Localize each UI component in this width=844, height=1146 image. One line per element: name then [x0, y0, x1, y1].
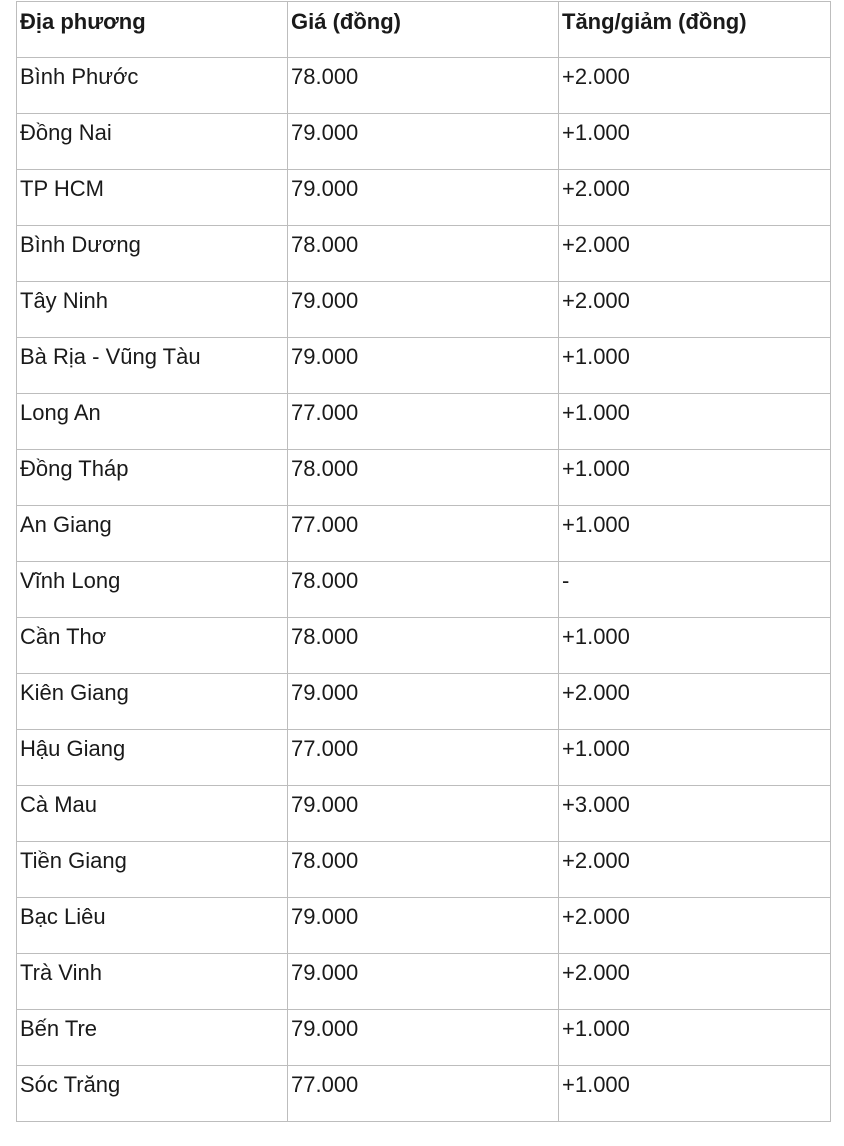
price-cell: 78.000	[288, 842, 559, 898]
change-cell: +1.000	[559, 1066, 831, 1122]
price-cell: 78.000	[288, 226, 559, 282]
price-cell: 78.000	[288, 562, 559, 618]
price-cell: 77.000	[288, 394, 559, 450]
change-cell: +2.000	[559, 58, 831, 114]
table-row	[17, 898, 831, 954]
location-cell: Bình Phước	[17, 58, 288, 114]
table-row	[17, 394, 831, 450]
table-row	[17, 618, 831, 674]
price-cell: 79.000	[288, 114, 559, 170]
table-row	[17, 1010, 831, 1066]
table-row	[17, 842, 831, 898]
price-cell: 79.000	[288, 282, 559, 338]
price-cell: 79.000	[288, 674, 559, 730]
location-cell: Tây Ninh	[17, 282, 288, 338]
price-cell: 79.000	[288, 170, 559, 226]
change-cell: -	[559, 562, 831, 618]
header-row	[17, 2, 831, 58]
change-cell: +1.000	[559, 506, 831, 562]
change-cell: +2.000	[559, 170, 831, 226]
location-cell: Trà Vinh	[17, 954, 288, 1010]
header-location: Địa phương	[17, 2, 288, 58]
change-cell: +2.000	[559, 226, 831, 282]
location-cell: Tiền Giang	[17, 842, 288, 898]
table-row	[17, 786, 831, 842]
table-row	[17, 282, 831, 338]
table-body	[17, 58, 831, 1122]
price-cell: 79.000	[288, 954, 559, 1010]
price-cell: 78.000	[288, 618, 559, 674]
header-price: Giá (đồng)	[288, 2, 559, 58]
change-cell: +2.000	[559, 954, 831, 1010]
price-cell: 79.000	[288, 898, 559, 954]
location-cell: Sóc Trăng	[17, 1066, 288, 1122]
table-row	[17, 58, 831, 114]
location-cell: Hậu Giang	[17, 730, 288, 786]
change-cell: +1.000	[559, 394, 831, 450]
table-row	[17, 1066, 831, 1122]
change-cell: +1.000	[559, 1010, 831, 1066]
location-cell: Bà Rịa - Vũng Tàu	[17, 338, 288, 394]
location-cell: Đồng Nai	[17, 114, 288, 170]
table-row	[17, 954, 831, 1010]
price-cell: 77.000	[288, 506, 559, 562]
change-cell: +1.000	[559, 338, 831, 394]
table-row	[17, 450, 831, 506]
table-row	[17, 170, 831, 226]
price-cell: 77.000	[288, 730, 559, 786]
price-cell: 78.000	[288, 58, 559, 114]
change-cell: +2.000	[559, 282, 831, 338]
location-cell: An Giang	[17, 506, 288, 562]
location-cell: Bình Dương	[17, 226, 288, 282]
change-cell: +1.000	[559, 618, 831, 674]
location-cell: Vĩnh Long	[17, 562, 288, 618]
location-cell: Cà Mau	[17, 786, 288, 842]
table-row	[17, 674, 831, 730]
location-cell: Long An	[17, 394, 288, 450]
price-cell: 77.000	[288, 1066, 559, 1122]
location-cell: Cần Thơ	[17, 618, 288, 674]
change-cell: +1.000	[559, 730, 831, 786]
location-cell: Bạc Liêu	[17, 898, 288, 954]
price-cell: 78.000	[288, 450, 559, 506]
price-cell: 79.000	[288, 338, 559, 394]
table-row	[17, 730, 831, 786]
change-cell: +3.000	[559, 786, 831, 842]
location-cell: Kiên Giang	[17, 674, 288, 730]
price-cell: 79.000	[288, 786, 559, 842]
change-cell: +2.000	[559, 674, 831, 730]
change-cell: +2.000	[559, 842, 831, 898]
table-row	[17, 562, 831, 618]
table-row	[17, 114, 831, 170]
table-row	[17, 226, 831, 282]
location-cell: Đồng Tháp	[17, 450, 288, 506]
location-cell: Bến Tre	[17, 1010, 288, 1066]
table-header	[17, 2, 831, 58]
header-change: Tăng/giảm (đồng)	[559, 2, 831, 58]
change-cell: +1.000	[559, 450, 831, 506]
price-cell: 79.000	[288, 1010, 559, 1066]
price-table	[16, 1, 831, 1122]
table-row	[17, 506, 831, 562]
table-row	[17, 338, 831, 394]
change-cell: +2.000	[559, 898, 831, 954]
change-cell: +1.000	[559, 114, 831, 170]
location-cell: TP HCM	[17, 170, 288, 226]
